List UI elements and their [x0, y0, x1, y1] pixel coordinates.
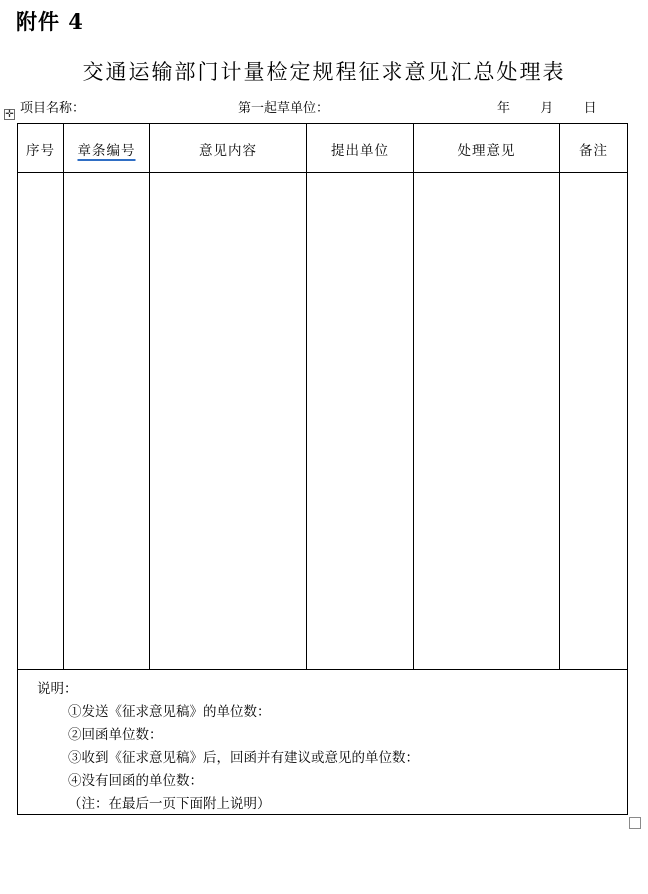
attachment-label: 附件 4	[16, 9, 84, 34]
corner-marker-icon	[629, 817, 641, 829]
column-divider	[63, 124, 64, 670]
column-divider	[413, 124, 414, 670]
column-header-remarks: 备注	[579, 143, 608, 159]
column-header-index: 序号	[26, 143, 55, 159]
body-bottom-divider	[18, 669, 627, 670]
first-drafting-unit-label: 第一起草单位：	[238, 101, 330, 116]
note-item: ③收到《征求意见稿》后，回函并有建议或意见的单位数：	[68, 750, 419, 766]
notes-heading: 说明：	[37, 681, 78, 697]
column-header-proposing-unit: 提出单位	[331, 143, 389, 159]
column-header-handling-opinion: 处理意见	[457, 143, 516, 159]
date-day-label: 日	[583, 101, 597, 116]
note-item: （注：在最后一页下面附上说明）	[68, 796, 271, 812]
column-header-clause-number	[64, 124, 149, 173]
project-name-label: 项目名称：	[20, 101, 86, 116]
column-divider	[559, 124, 560, 670]
move-icon[interactable]: ✛	[5, 109, 14, 120]
column-header-opinion-content: 意见内容	[199, 143, 257, 159]
clause-number-label: 章条编号	[77, 143, 136, 159]
column-divider	[306, 124, 307, 670]
date-month-label: 月	[540, 101, 554, 116]
page-title: 交通运输部门计量检定规程征求意见汇总处理表	[82, 60, 566, 84]
opinion-summary-table	[17, 123, 628, 815]
note-item: ②回函单位数：	[68, 727, 163, 743]
note-item: ①发送《征求意见稿》的单位数：	[68, 704, 271, 720]
note-item: ④没有回函的单位数：	[68, 773, 203, 789]
date-fields	[497, 97, 597, 116]
date-year-label: 年	[497, 101, 511, 116]
column-divider	[149, 124, 150, 670]
